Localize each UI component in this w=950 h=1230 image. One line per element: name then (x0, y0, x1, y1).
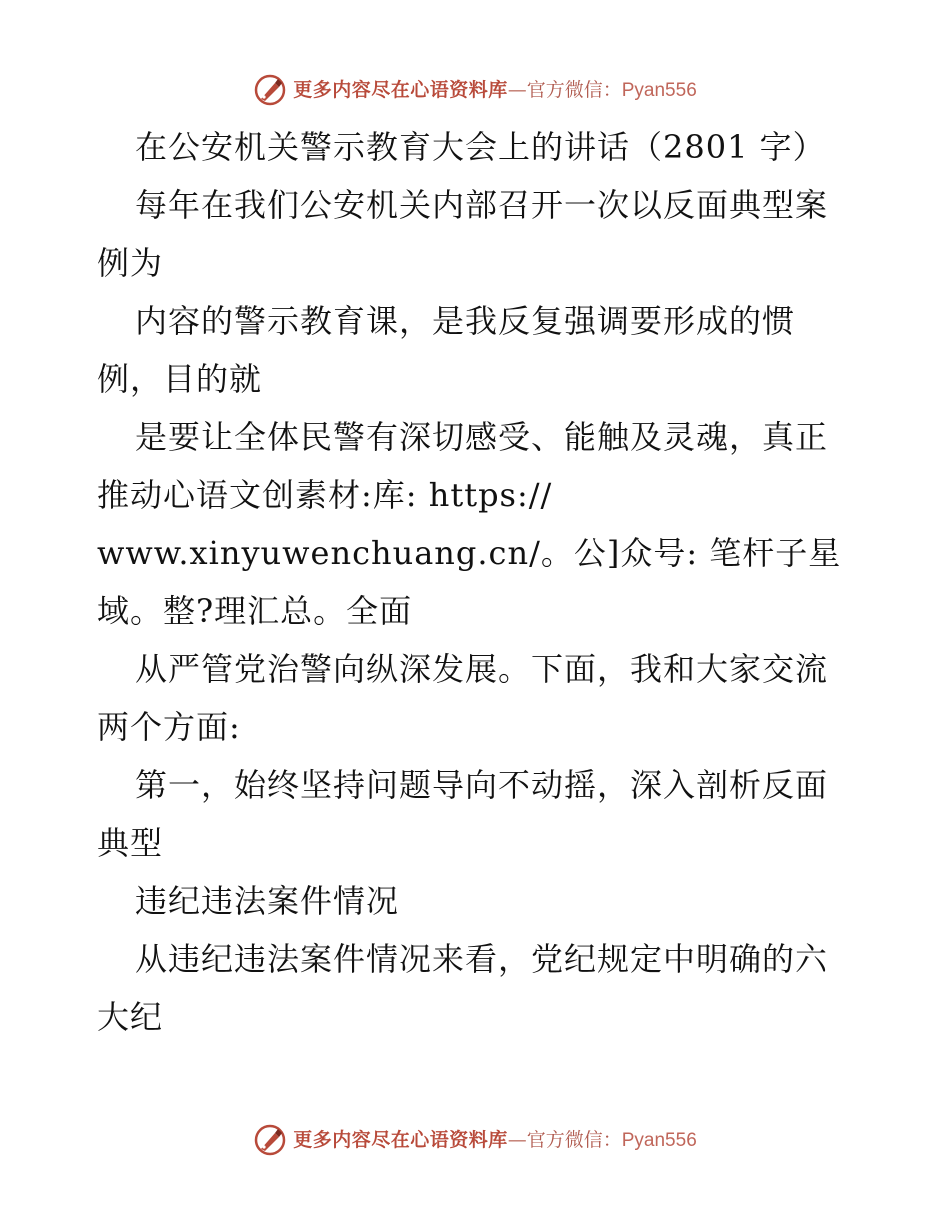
text-line: 推动心语文创素材:库: https:// (97, 476, 553, 514)
banner-wechat-label: 官方微信： (526, 1128, 622, 1151)
pen-logo-icon (253, 73, 287, 107)
banner-wechat-id: Pyan556 (621, 1129, 697, 1151)
header-banner (0, 70, 950, 110)
text-line: 例为 (97, 244, 164, 282)
text-line: 每年在我们公安机关内部召开一次以反面典型案 (135, 186, 829, 224)
banner-text (293, 1120, 697, 1161)
footer-banner (0, 1120, 950, 1160)
banner-wechat-label: 官方微信： (526, 78, 622, 101)
section-heading: 违纪违法案件情况 (135, 882, 400, 920)
banner-content (253, 70, 697, 111)
banner-dash: — (507, 78, 527, 101)
text-line: 第一，始终坚持问题导向不动摇，深入剖析反面 (135, 766, 829, 804)
text-line: 大纪 (97, 998, 164, 1036)
document-body (97, 118, 857, 1046)
banner-brand: 更多内容尽在心语资料库 (293, 78, 508, 101)
text-line: 例，目的就 (97, 360, 263, 398)
document-title: 在公安机关警示教育大会上的讲话（2801 字） (135, 128, 826, 166)
text-line: 从严管党治警向纵深发展。下面，我和大家交流 (135, 650, 829, 688)
banner-dash: — (507, 1128, 527, 1151)
text-line: 内容的警示教育课，是我反复强调要形成的惯 (135, 302, 796, 340)
banner-content (253, 1120, 697, 1161)
banner-wechat-id: Pyan556 (621, 79, 697, 101)
banner-text (293, 70, 697, 111)
text-line: 是要让全体民警有深切感受、能触及灵魂，真正 (135, 418, 829, 456)
text-line: www.xinyuwenchuang.cn/。公]众号: 笔杆子星 (97, 534, 842, 572)
pen-logo-icon (253, 1123, 287, 1157)
text-line: 典型 (97, 824, 164, 862)
text-line: 从违纪违法案件情况来看，党纪规定中明确的六 (135, 940, 829, 978)
text-line: 域。整?理汇总。全面 (97, 592, 413, 630)
banner-brand: 更多内容尽在心语资料库 (293, 1128, 508, 1151)
text-line: 两个方面: (97, 708, 241, 746)
